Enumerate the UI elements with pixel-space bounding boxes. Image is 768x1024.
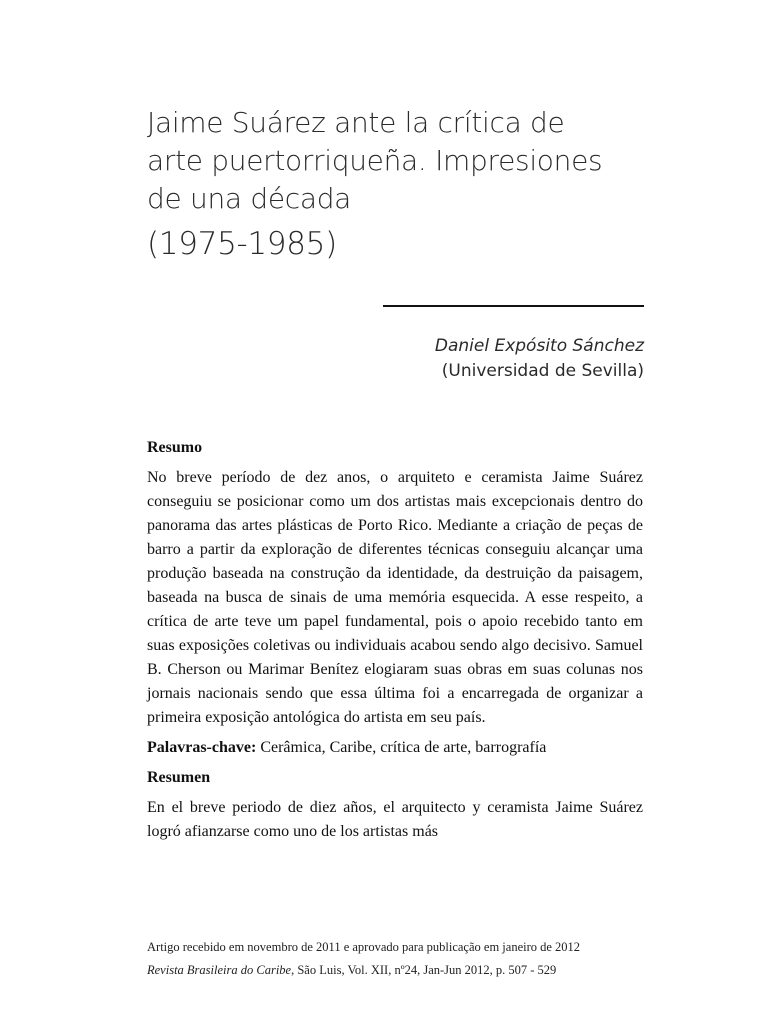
resumen-paragraph: En el breve periodo de diez años, el arquitecto y ceramista Jaime Suárez logró afianzarse como uno de los artistas más — [147, 799, 643, 840]
title-line-1: Jaime Suárez ante la crítica de — [147, 106, 565, 139]
footer-citation: , São Luis, Vol. XII, nº24, Jan-Jun 2012, p. 507 - 529 — [291, 963, 557, 977]
title-divider — [383, 305, 644, 307]
resumo-paragraph: No breve período de dez anos, o arquiteto e ceramista Jaime Suárez conseguiu se posicionar como um dos artistas mais excepcionais dentro do panorama das artes plásticas de Porto Rico. Mediante a criação de peças de barro a partir da exploração de diferentes técnicas conseguiu alcançar uma produção baseada na construção da identidade, da destruição da paisagem, baseada na busca de sinais de uma memória esquecida. A esse respeito, a crítica de arte teve um papel fundamental, pois o apoio recebido tanto em suas exposições coletivas ou individuais acabou sendo algo decisivo. Samuel B. Cherson ou Marimar Benítez elogiaram suas obras em suas colunas nos jornais nacionais sendo que essa última foi a encarregada de organizar a primeira exposição antológica do artista em seu país. — [147, 469, 643, 726]
footer-journal-name: Revista Brasileira do Caribe — [147, 963, 292, 977]
author-name: Daniel Expósito Sánchez — [434, 336, 644, 356]
resumo-heading: Resumo — [147, 439, 203, 456]
footer-received-note: Artigo recebido em novembro de 2011 e aprovado para publicação em janeiro de 2012 — [147, 940, 581, 954]
title-years: (1975-1985) — [147, 226, 337, 262]
article-title — [147, 104, 667, 264]
keywords-line — [147, 736, 643, 760]
keywords-value: Cerâmica, Caribe, crítica de arte, barrografía — [260, 739, 547, 756]
author-affiliation: (Universidad de Sevilla) — [441, 361, 644, 381]
title-line-3: de una década — [147, 182, 352, 215]
keywords-label: Palavras-chave: — [147, 739, 257, 756]
author-block — [435, 334, 644, 384]
page-footer — [147, 936, 647, 982]
resumen-heading: Resumen — [147, 769, 211, 786]
footer-citation-line — [147, 959, 647, 982]
title-line-2: arte puertorriqueña. Impresiones — [147, 144, 603, 177]
article-body — [147, 436, 643, 850]
